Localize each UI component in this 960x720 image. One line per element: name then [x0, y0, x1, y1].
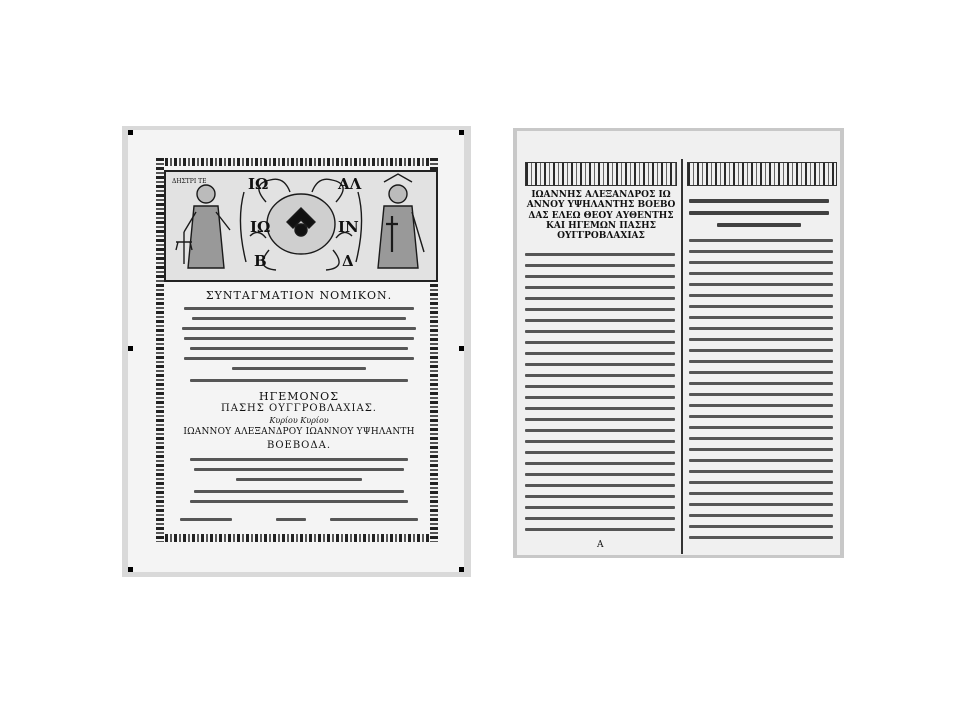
text-line [689, 492, 833, 495]
right-page-scan [513, 128, 844, 558]
text-line [689, 371, 833, 374]
text-line [184, 357, 414, 360]
text-line [689, 199, 829, 203]
crop-mark [128, 346, 133, 351]
text-line [689, 250, 833, 253]
woodcut-illustration [164, 170, 438, 282]
text-line [525, 319, 675, 322]
text-line [689, 211, 829, 215]
text-line [689, 261, 833, 264]
heading-line: ΑΝΝΟΥ ΥΨΗΛΑΝΤΗΣ ΒΟΕΒΟ [526, 200, 676, 211]
ornamental-headpiece-left [525, 162, 677, 186]
crop-mark [459, 346, 464, 351]
greek-column-heading [523, 190, 679, 242]
text-line [525, 484, 675, 487]
text-line [525, 253, 675, 256]
text-line [525, 308, 675, 311]
document-title: ΣΥΝΤΑΓΜΑΤΙΟΝ ΝΟΜΙΚΟΝ. [205, 289, 393, 302]
text-line [689, 404, 833, 407]
ornamental-headpiece-right [687, 162, 837, 186]
text-line [525, 385, 675, 388]
prince-title: ΠΑΣΗΣ ΟΥΓΓΡΟΒΛΑΧΙΑΣ. [221, 403, 377, 414]
text-line [689, 514, 833, 517]
crop-mark [459, 130, 464, 135]
text-line [525, 352, 675, 355]
text-line [689, 338, 833, 341]
text-line [689, 459, 833, 462]
text-line [525, 363, 675, 366]
text-line [232, 367, 366, 370]
ornamental-border-left [156, 158, 164, 542]
text-line [525, 517, 675, 520]
left-page [128, 130, 464, 572]
text-line [525, 374, 675, 377]
voivode-title: ΒΟΕΒΟΔΑ. [266, 440, 331, 451]
saint-label-left: ΔΗΣΤΡΙ ΤΕ [172, 178, 207, 185]
monogram: ΙΩ [248, 175, 269, 193]
text-line [525, 297, 675, 300]
text-line [689, 382, 833, 385]
heading-line: ΙΩΑΝΝΗΣ ΑΛΕΞΑΝΔΡΟΣ ΙΩ [531, 190, 671, 200]
text-line [689, 426, 833, 429]
text-line [525, 451, 675, 454]
text-line [525, 407, 675, 410]
monogram: Δ [342, 252, 354, 270]
page-signature: A [597, 540, 604, 550]
left-page-scan [122, 126, 471, 577]
text-line [689, 437, 833, 440]
crop-mark [128, 567, 133, 572]
text-line [525, 275, 675, 278]
prince-heading: ΗΓΕΜΟΝΟΣ [259, 390, 339, 403]
text-line [525, 264, 675, 267]
text-line [525, 495, 675, 498]
text-line [525, 418, 675, 421]
text-line [689, 448, 833, 451]
text-line [689, 294, 833, 297]
prince-name: ΙΩΑΝΝΟΥ ΑΛΕΞΑΝΔΡΟΥ ΙΩΑΝΝΟΥ ΥΨΗΛΑΝΤΗ [183, 427, 415, 437]
text-line [525, 506, 675, 509]
heading-line: ΔΑΣ ΕΛΕΩ ΘΕΟΥ ΑΥΘΕΝΤΗΣ [528, 210, 674, 221]
text-line [689, 481, 833, 484]
text-line [689, 525, 833, 528]
text-line [689, 272, 833, 275]
text-line [525, 396, 675, 399]
monogram: Β [254, 252, 267, 270]
text-line [525, 528, 675, 531]
text-line [525, 330, 675, 333]
text-line [689, 239, 833, 242]
ornamental-border-top [156, 158, 438, 166]
text-line [182, 327, 416, 330]
text-line [190, 500, 408, 503]
text-line [330, 518, 418, 521]
woodcut-image [166, 172, 436, 280]
text-line [689, 316, 833, 319]
text-line [180, 518, 232, 521]
text-line [194, 490, 404, 493]
text-line [276, 518, 306, 521]
text-line [689, 283, 833, 286]
text-line [525, 440, 675, 443]
heading-line: ΟΥΓΓΡΟΒΛΑΧΙΑΣ [557, 231, 645, 242]
text-line [525, 473, 675, 476]
text-line [525, 286, 675, 289]
text-line [194, 468, 404, 471]
text-line [525, 462, 675, 465]
right-page [517, 131, 840, 555]
text-line [689, 415, 833, 418]
monogram: ΑΛ [338, 175, 362, 193]
crop-mark [459, 567, 464, 572]
text-line [184, 337, 414, 340]
monogram: ΙΩ [250, 218, 271, 236]
text-line [236, 478, 362, 481]
monogram: ΙΝ [338, 218, 359, 236]
heading-line: ΚΑΙ ΗΓΕΜΩΝ ΠΑΣΗΣ [546, 221, 656, 232]
text-line [525, 341, 675, 344]
text-line [689, 349, 833, 352]
ornamental-border-bottom [156, 534, 438, 542]
text-line [689, 305, 833, 308]
text-line [525, 429, 675, 432]
text-line [190, 379, 408, 382]
text-line [192, 317, 406, 320]
text-line [190, 458, 408, 461]
text-line [184, 307, 414, 310]
lord-line: Κυρίου Κυρίου [269, 416, 329, 425]
text-line [689, 470, 833, 473]
text-line [689, 360, 833, 363]
text-line [689, 503, 833, 506]
text-line [717, 223, 801, 227]
text-line [190, 347, 408, 350]
text-line [689, 536, 833, 539]
column-divider [681, 159, 683, 554]
text-line [689, 393, 833, 396]
crop-mark [128, 130, 133, 135]
text-line [689, 327, 833, 330]
